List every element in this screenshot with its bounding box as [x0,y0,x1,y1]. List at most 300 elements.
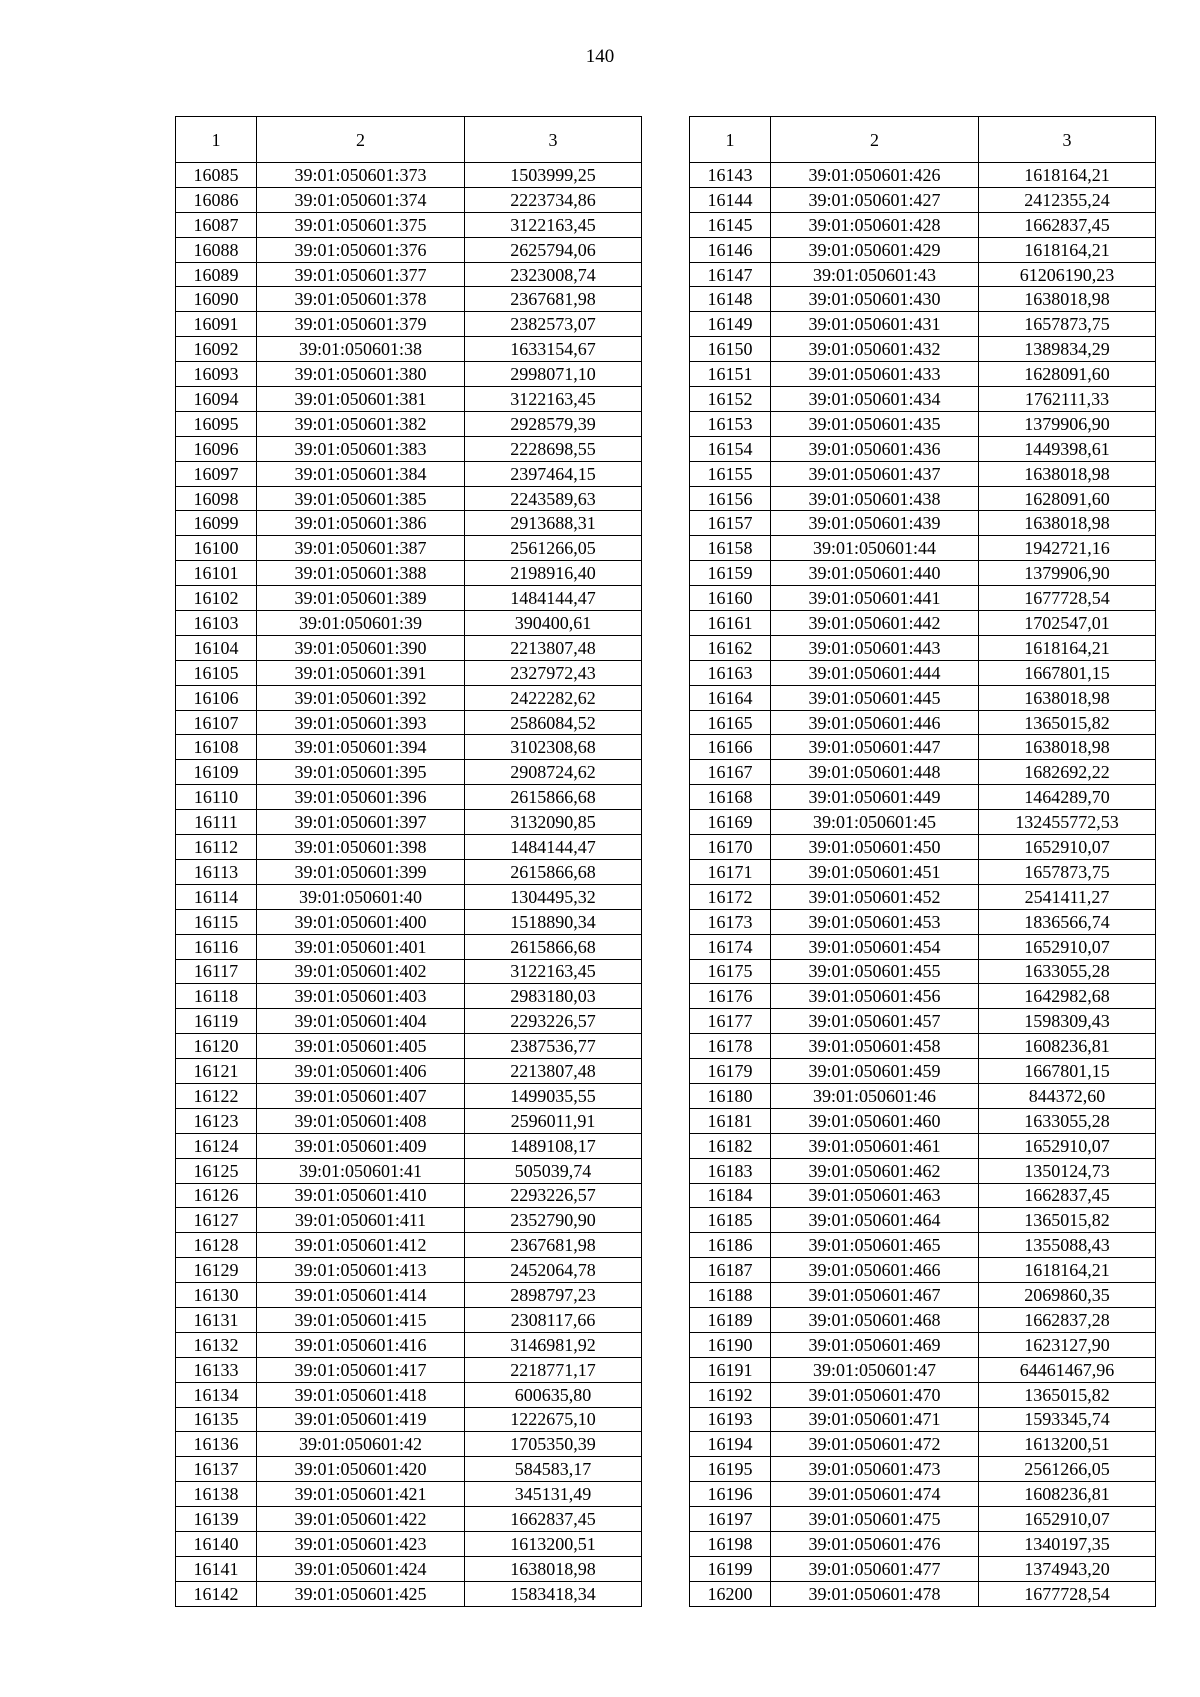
row-number-cell: 16088 [176,237,257,262]
cadastral-number-cell: 39:01:050601:408 [257,1108,465,1133]
cadastral-number-cell: 39:01:050601:397 [257,810,465,835]
table-row [176,461,642,486]
row-number-cell: 16155 [690,461,771,486]
cadastral-number-cell: 39:01:050601:383 [257,436,465,461]
value-cell: 1608236,81 [979,1034,1156,1059]
value-cell: 1638018,98 [979,735,1156,760]
cadastral-number-cell: 39:01:050601:395 [257,760,465,785]
row-number-cell: 16173 [690,909,771,934]
value-cell: 2596011,91 [465,1108,642,1133]
row-number-cell: 16099 [176,511,257,536]
cadastral-number-cell: 39:01:050601:38 [257,337,465,362]
value-cell: 1340197,35 [979,1531,1156,1556]
cadastral-number-cell: 39:01:050601:454 [771,934,979,959]
cadastral-number-cell: 39:01:050601:471 [771,1407,979,1432]
right-table-header [690,117,1156,163]
row-number-cell: 16188 [690,1283,771,1308]
row-number-cell: 16146 [690,237,771,262]
row-number-cell: 16159 [690,561,771,586]
column-header-3: 3 [979,117,1156,163]
value-cell: 1618164,21 [979,635,1156,660]
table-row [690,461,1156,486]
table-row [176,237,642,262]
table-row [176,1034,642,1059]
value-cell: 1638018,98 [979,511,1156,536]
cadastral-number-cell: 39:01:050601:385 [257,486,465,511]
row-number-cell: 16154 [690,436,771,461]
cadastral-number-cell: 39:01:050601:426 [771,163,979,188]
row-number-cell: 16123 [176,1108,257,1133]
table-row [176,337,642,362]
row-number-cell: 16160 [690,586,771,611]
cadastral-number-cell: 39:01:050601:44 [771,536,979,561]
value-cell: 1598309,43 [979,1009,1156,1034]
cadastral-number-cell: 39:01:050601:473 [771,1457,979,1482]
value-cell: 2898797,23 [465,1283,642,1308]
table-row [690,1158,1156,1183]
value-cell: 2586084,52 [465,710,642,735]
row-number-cell: 16131 [176,1307,257,1332]
value-cell: 1657873,75 [979,312,1156,337]
table-row [176,1158,642,1183]
table-row [690,884,1156,909]
table-row [690,660,1156,685]
value-cell: 1484144,47 [465,586,642,611]
table-row [176,635,642,660]
cadastral-number-cell: 39:01:050601:447 [771,735,979,760]
cadastral-number-cell: 39:01:050601:446 [771,710,979,735]
row-number-cell: 16190 [690,1332,771,1357]
table-row [690,635,1156,660]
cadastral-number-cell: 39:01:050601:421 [257,1482,465,1507]
cadastral-number-cell: 39:01:050601:453 [771,909,979,934]
cadastral-number-cell: 39:01:050601:465 [771,1233,979,1258]
row-number-cell: 16124 [176,1133,257,1158]
column-header-1: 1 [690,117,771,163]
cadastral-number-cell: 39:01:050601:389 [257,586,465,611]
table-row [176,1183,642,1208]
row-number-cell: 16152 [690,387,771,412]
row-number-cell: 16197 [690,1507,771,1532]
value-cell: 1633154,67 [465,337,642,362]
row-number-cell: 16102 [176,586,257,611]
row-number-cell: 16195 [690,1457,771,1482]
row-number-cell: 16184 [690,1183,771,1208]
row-number-cell: 16126 [176,1183,257,1208]
cadastral-number-cell: 39:01:050601:455 [771,959,979,984]
cadastral-number-cell: 39:01:050601:448 [771,760,979,785]
value-cell: 2983180,03 [465,984,642,1009]
cadastral-number-cell: 39:01:050601:424 [257,1556,465,1581]
table-row [690,312,1156,337]
cadastral-number-cell: 39:01:050601:399 [257,859,465,884]
row-number-cell: 16150 [690,337,771,362]
table-row [690,262,1156,287]
table-row [176,1457,642,1482]
cadastral-number-cell: 39:01:050601:437 [771,461,979,486]
cadastral-number-cell: 39:01:050601:401 [257,934,465,959]
value-cell: 3122163,45 [465,387,642,412]
cadastral-number-cell: 39:01:050601:45 [771,810,979,835]
value-cell: 1613200,51 [465,1531,642,1556]
value-cell: 2913688,31 [465,511,642,536]
value-cell: 844372,60 [979,1083,1156,1108]
row-number-cell: 16168 [690,785,771,810]
value-cell: 1652910,07 [979,1507,1156,1532]
table-row [690,909,1156,934]
value-cell: 1638018,98 [465,1556,642,1581]
cadastral-number-cell: 39:01:050601:468 [771,1307,979,1332]
cadastral-number-cell: 39:01:050601:472 [771,1432,979,1457]
value-cell: 2452064,78 [465,1258,642,1283]
value-cell: 3102308,68 [465,735,642,760]
table-row [176,884,642,909]
row-number-cell: 16147 [690,262,771,287]
value-cell: 2928579,39 [465,411,642,436]
table-row [176,1407,642,1432]
cadastral-number-cell: 39:01:050601:41 [257,1158,465,1183]
row-number-cell: 16198 [690,1531,771,1556]
value-cell: 2422282,62 [465,685,642,710]
value-cell: 2367681,98 [465,1233,642,1258]
cadastral-number-cell: 39:01:050601:462 [771,1158,979,1183]
value-cell: 2561266,05 [979,1457,1156,1482]
row-number-cell: 16090 [176,287,257,312]
table-row [176,436,642,461]
cadastral-number-cell: 39:01:050601:475 [771,1507,979,1532]
cadastral-number-cell: 39:01:050601:420 [257,1457,465,1482]
table-row [176,1307,642,1332]
row-number-cell: 16144 [690,187,771,212]
cadastral-number-cell: 39:01:050601:417 [257,1357,465,1382]
value-cell: 1662837,28 [979,1307,1156,1332]
value-cell: 1652910,07 [979,835,1156,860]
table-row [176,785,642,810]
row-number-cell: 16130 [176,1283,257,1308]
row-number-cell: 16107 [176,710,257,735]
row-number-cell: 16087 [176,212,257,237]
value-cell: 345131,49 [465,1482,642,1507]
table-row [176,187,642,212]
row-number-cell: 16111 [176,810,257,835]
value-cell: 1374943,20 [979,1556,1156,1581]
value-cell: 1379906,90 [979,411,1156,436]
row-number-cell: 16169 [690,810,771,835]
table-row [176,909,642,934]
cadastral-number-cell: 39:01:050601:466 [771,1258,979,1283]
value-cell: 1449398,61 [979,436,1156,461]
row-number-cell: 16189 [690,1307,771,1332]
value-cell: 64461467,96 [979,1357,1156,1382]
row-number-cell: 16141 [176,1556,257,1581]
table-row [176,1233,642,1258]
value-cell: 1836566,74 [979,909,1156,934]
table-row [176,735,642,760]
left-table-body [176,163,642,1607]
value-cell: 1499035,55 [465,1083,642,1108]
value-cell: 2382573,07 [465,312,642,337]
cadastral-number-cell: 39:01:050601:380 [257,362,465,387]
row-number-cell: 16105 [176,660,257,685]
cadastral-number-cell: 39:01:050601:398 [257,835,465,860]
table-row [176,1059,642,1084]
table-row [690,586,1156,611]
table-row [176,611,642,636]
row-number-cell: 16191 [690,1357,771,1382]
table-row [690,785,1156,810]
row-number-cell: 16136 [176,1432,257,1457]
row-number-cell: 16093 [176,362,257,387]
row-number-cell: 16156 [690,486,771,511]
table-row [690,511,1156,536]
row-number-cell: 16132 [176,1332,257,1357]
row-number-cell: 16185 [690,1208,771,1233]
table-row [176,163,642,188]
value-cell: 2352790,90 [465,1208,642,1233]
cadastral-number-cell: 39:01:050601:418 [257,1382,465,1407]
table-row [690,1432,1156,1457]
table-row [690,287,1156,312]
row-number-cell: 16179 [690,1059,771,1084]
table-row [176,1009,642,1034]
row-number-cell: 16110 [176,785,257,810]
value-cell: 1618164,21 [979,237,1156,262]
cadastral-number-cell: 39:01:050601:374 [257,187,465,212]
cadastral-number-cell: 39:01:050601:400 [257,909,465,934]
row-number-cell: 16177 [690,1009,771,1034]
table-row [690,1457,1156,1482]
row-number-cell: 16196 [690,1482,771,1507]
value-cell: 584583,17 [465,1457,642,1482]
column-header-2: 2 [771,117,979,163]
table-row [690,163,1156,188]
value-cell: 2327972,43 [465,660,642,685]
table-row [176,1133,642,1158]
row-number-cell: 16113 [176,859,257,884]
row-number-cell: 16139 [176,1507,257,1532]
value-cell: 1623127,90 [979,1332,1156,1357]
cadastral-number-cell: 39:01:050601:373 [257,163,465,188]
table-row [690,187,1156,212]
table-row [690,436,1156,461]
cadastral-number-cell: 39:01:050601:422 [257,1507,465,1532]
row-number-cell: 16153 [690,411,771,436]
row-number-cell: 16085 [176,163,257,188]
cadastral-number-cell: 39:01:050601:43 [771,262,979,287]
value-cell: 1365015,82 [979,1382,1156,1407]
value-cell: 1638018,98 [979,287,1156,312]
value-cell: 1702547,01 [979,611,1156,636]
value-cell: 1489108,17 [465,1133,642,1158]
value-cell: 3132090,85 [465,810,642,835]
row-number-cell: 16157 [690,511,771,536]
value-cell: 1662837,45 [979,1183,1156,1208]
value-cell: 1608236,81 [979,1482,1156,1507]
right-table-body [690,163,1156,1607]
row-number-cell: 16094 [176,387,257,412]
cadastral-number-cell: 39:01:050601:386 [257,511,465,536]
row-number-cell: 16127 [176,1208,257,1233]
cadastral-number-cell: 39:01:050601:470 [771,1382,979,1407]
cadastral-number-cell: 39:01:050601:381 [257,387,465,412]
cadastral-number-cell: 39:01:050601:427 [771,187,979,212]
table-row [690,1507,1156,1532]
value-cell: 1518890,34 [465,909,642,934]
table-row [690,212,1156,237]
table-row [690,536,1156,561]
cadastral-number-cell: 39:01:050601:423 [257,1531,465,1556]
value-cell: 2293226,57 [465,1183,642,1208]
value-cell: 1662837,45 [465,1507,642,1532]
value-cell: 132455772,53 [979,810,1156,835]
table-row [690,411,1156,436]
table-row [176,835,642,860]
row-number-cell: 16170 [690,835,771,860]
table-row [176,411,642,436]
cadastral-number-cell: 39:01:050601:40 [257,884,465,909]
cadastral-number-cell: 39:01:050601:392 [257,685,465,710]
table-row [690,1357,1156,1382]
value-cell: 1593345,74 [979,1407,1156,1432]
row-number-cell: 16192 [690,1382,771,1407]
table-row [690,1482,1156,1507]
row-number-cell: 16103 [176,611,257,636]
cadastral-number-cell: 39:01:050601:384 [257,461,465,486]
row-number-cell: 16193 [690,1407,771,1432]
value-cell: 1464289,70 [979,785,1156,810]
table-row [176,486,642,511]
value-cell: 3122163,45 [465,959,642,984]
row-number-cell: 16163 [690,660,771,685]
row-number-cell: 16118 [176,984,257,1009]
row-number-cell: 16101 [176,561,257,586]
value-cell: 1613200,51 [979,1432,1156,1457]
table-row [690,1307,1156,1332]
cadastral-number-cell: 39:01:050601:413 [257,1258,465,1283]
table-row [690,1283,1156,1308]
value-cell: 1638018,98 [979,461,1156,486]
cadastral-number-cell: 39:01:050601:477 [771,1556,979,1581]
table-row [176,212,642,237]
table-row [176,561,642,586]
page-number: 140 [585,46,615,67]
table-row [176,586,642,611]
cadastral-number-cell: 39:01:050601:432 [771,337,979,362]
cadastral-number-cell: 39:01:050601:412 [257,1233,465,1258]
cadastral-number-cell: 39:01:050601:435 [771,411,979,436]
cadastral-number-cell: 39:01:050601:474 [771,1482,979,1507]
value-cell: 2218771,17 [465,1357,642,1382]
table-row [690,1183,1156,1208]
table-row [690,1133,1156,1158]
value-cell: 1389834,29 [979,337,1156,362]
column-header-1: 1 [176,117,257,163]
row-number-cell: 16183 [690,1158,771,1183]
value-cell: 1618164,21 [979,1258,1156,1283]
table-row [690,959,1156,984]
value-cell: 2069860,35 [979,1283,1156,1308]
table-row [176,387,642,412]
value-cell: 1638018,98 [979,685,1156,710]
value-cell: 2998071,10 [465,362,642,387]
table-row [690,561,1156,586]
value-cell: 1657873,75 [979,859,1156,884]
table-row [690,685,1156,710]
table-row [176,810,642,835]
cadastral-number-cell: 39:01:050601:403 [257,984,465,1009]
row-number-cell: 16096 [176,436,257,461]
cadastral-number-cell: 39:01:050601:428 [771,212,979,237]
row-number-cell: 16181 [690,1108,771,1133]
cadastral-number-cell: 39:01:050601:440 [771,561,979,586]
row-number-cell: 16135 [176,1407,257,1432]
value-cell: 1379906,90 [979,561,1156,586]
row-number-cell: 16164 [690,685,771,710]
row-number-cell: 16129 [176,1258,257,1283]
row-number-cell: 16142 [176,1581,257,1606]
table-row [176,859,642,884]
cadastral-number-cell: 39:01:050601:390 [257,635,465,660]
cadastral-number-cell: 39:01:050601:444 [771,660,979,685]
row-number-cell: 16180 [690,1083,771,1108]
cadastral-number-cell: 39:01:050601:429 [771,237,979,262]
cadastral-number-cell: 39:01:050601:434 [771,387,979,412]
row-number-cell: 16194 [690,1432,771,1457]
table-row [176,262,642,287]
table-row [690,1108,1156,1133]
cadastral-number-cell: 39:01:050601:402 [257,959,465,984]
row-number-cell: 16140 [176,1531,257,1556]
right-data-table [689,116,1156,1607]
value-cell: 2397464,15 [465,461,642,486]
value-cell: 390400,61 [465,611,642,636]
table-row [176,1283,642,1308]
row-number-cell: 16175 [690,959,771,984]
table-row [176,287,642,312]
row-number-cell: 16151 [690,362,771,387]
table-row [690,934,1156,959]
value-cell: 1503999,25 [465,163,642,188]
table-row [176,1357,642,1382]
left-table-header [176,117,642,163]
table-row [176,1432,642,1457]
cadastral-number-cell: 39:01:050601:382 [257,411,465,436]
table-row [176,1531,642,1556]
value-cell: 1355088,43 [979,1233,1156,1258]
value-cell: 3122163,45 [465,212,642,237]
cadastral-number-cell: 39:01:050601:431 [771,312,979,337]
cadastral-number-cell: 39:01:050601:441 [771,586,979,611]
cadastral-number-cell: 39:01:050601:478 [771,1581,979,1606]
row-number-cell: 16112 [176,835,257,860]
value-cell: 1942721,16 [979,536,1156,561]
table-row [690,1258,1156,1283]
row-number-cell: 16089 [176,262,257,287]
row-number-cell: 16158 [690,536,771,561]
row-number-cell: 16178 [690,1034,771,1059]
cadastral-number-cell: 39:01:050601:388 [257,561,465,586]
cadastral-number-cell: 39:01:050601:452 [771,884,979,909]
cadastral-number-cell: 39:01:050601:410 [257,1183,465,1208]
value-cell: 1628091,60 [979,362,1156,387]
cadastral-number-cell: 39:01:050601:459 [771,1059,979,1084]
cadastral-number-cell: 39:01:050601:406 [257,1059,465,1084]
value-cell: 2293226,57 [465,1009,642,1034]
row-number-cell: 16162 [690,635,771,660]
table-row [690,1581,1156,1606]
cadastral-number-cell: 39:01:050601:39 [257,611,465,636]
value-cell: 1633055,28 [979,959,1156,984]
